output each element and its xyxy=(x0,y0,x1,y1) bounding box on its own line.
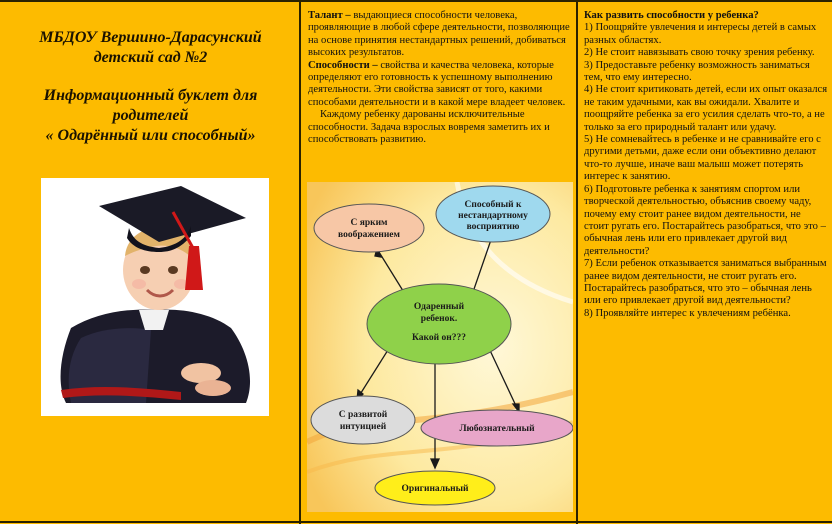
middle-column xyxy=(303,0,578,524)
trait-intuition-label-2: интуицией xyxy=(339,422,387,432)
trait-intuition-label-1: С развитой xyxy=(338,410,388,420)
tip-item: 5) Не сомневайтесь в ребенке и не сравнивайте его с другими детьми, даже если они объективно делают что-то лучше, иначе ваш малыш может потерять интерес к занятию. xyxy=(584,134,821,183)
title-block xyxy=(12,28,289,146)
ability-definition: свойства и качества человека, которые определяют его готовность к успешному выполнению деятельности. Эти свойства зависят от того, какими способами деятельности и в какой мере владеет человек. xyxy=(308,59,566,108)
trait-original-label: Оригинальный xyxy=(401,484,469,494)
tips-text xyxy=(584,10,828,320)
org-name-line1: МБДОУ Вершино-Дарасунский xyxy=(39,29,262,46)
bottom-border xyxy=(0,521,832,523)
gifted-paragraph: Каждому ребенку дарованы исключительные способности. Задача взрослых вовремя заметить их и способствовать развитию. xyxy=(308,109,550,146)
diagram-svg xyxy=(307,182,573,512)
booklet-title-line2: родителей xyxy=(112,107,189,124)
trait-imagination-label-2: воображением xyxy=(338,230,400,240)
tip-item: 1) Поощряйте увлечения и интересы детей в самых разных областях. xyxy=(584,22,817,46)
tips-heading: Как развить способности у ребенка? xyxy=(584,10,759,21)
trait-intuition-shape xyxy=(311,396,415,444)
ability-term: Способности – xyxy=(308,59,378,71)
tip-item: 6) Подготовьте ребенка к занятиям спортом или творческой деятельностью, объяснив своему чаду, почему ему стоит ранее видом деятельности, не стоит ругать его. Постарайтесь разобраться, что это – обычная лень или его привлекает другой вид деятельности? xyxy=(584,183,826,257)
gifted-child-diagram xyxy=(307,182,573,512)
right-column xyxy=(580,0,832,524)
trait-nonstandard-label-2: нестандартному xyxy=(458,211,528,221)
tip-item: 8) Проявляйте интерес к увлечениям ребёнка. xyxy=(584,307,791,319)
definitions-text xyxy=(308,10,573,146)
booklet-title-line3: « Одарённый или способный» xyxy=(45,127,256,144)
trait-imagination-shape xyxy=(314,204,424,252)
center-label-1: Одаренный xyxy=(413,302,465,312)
tip-item: 4) Не стоит критиковать детей, если их опыт оказался не таким удачными, как вы ожидали. Хвалите и поощряйте ребенка за его усилия сделать что-то, а не только за его природный талант или удачу. xyxy=(584,84,828,133)
org-name-line2: детский сад №2 xyxy=(93,49,208,66)
left-column xyxy=(0,0,301,524)
center-label-2: ребенок. xyxy=(420,314,458,324)
child-graduate-photo xyxy=(41,178,269,416)
talent-definition: выдающиеся способности человека, проявляющие в любой сфере деятельности, позволяющие на основе принятия нестандартных решений, добиваться высоких результатов. xyxy=(308,10,570,59)
tip-item: 2) Не стоит навязывать свою точку зрения ребенку. xyxy=(584,47,815,59)
tip-item: 3) Предоставьте ребенку возможность заниматься тем, что ему интересно. xyxy=(584,59,810,84)
trait-nonstandard-label-3: восприятию xyxy=(466,222,520,232)
center-label-3: Какой он??? xyxy=(412,333,466,343)
center-gifted-shape xyxy=(367,284,511,364)
tip-item: 7) Если ребенок отказывается заниматься выбранным ранее видом деятельности, не стоит ругать его. Постарайтесь разобраться, что это – обычная лень или его привлекает другой вид деятельности? xyxy=(584,258,827,307)
trait-imagination-label-1: С ярким xyxy=(350,218,388,228)
talent-term: Талант – xyxy=(308,10,351,21)
booklet-title-line1: Информационный буклет для xyxy=(43,87,258,104)
child-graduate-illustration xyxy=(41,178,269,416)
trait-curious-label: Любознательный xyxy=(459,424,535,434)
trait-nonstandard-label-1: Способный к xyxy=(464,200,522,210)
